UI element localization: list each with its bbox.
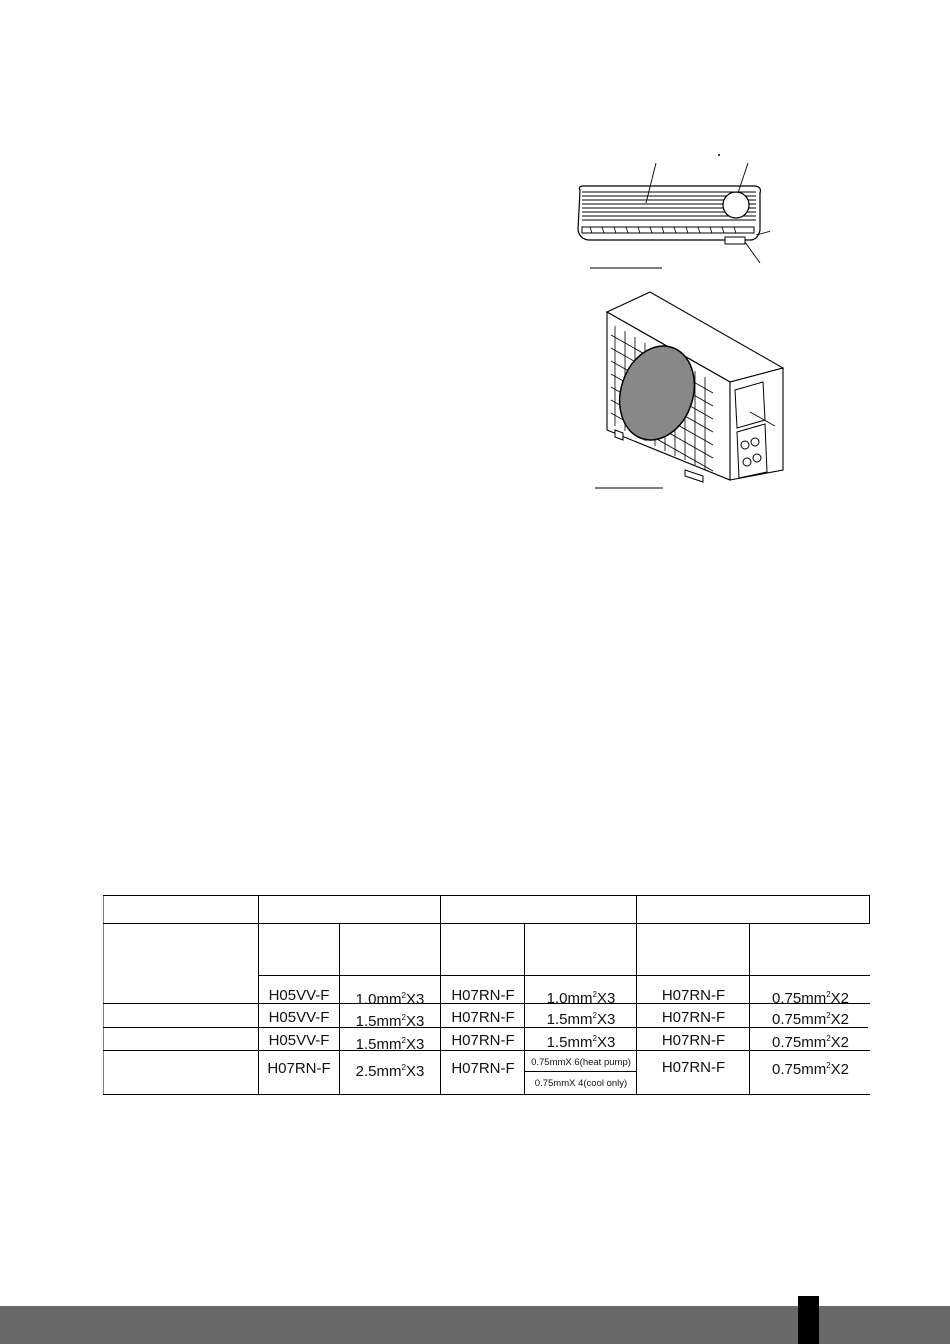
table-row-4-sig-size: $0.75mm^2X2$ xyxy=(772,1061,849,1078)
table-row-2-conn-type: H07RN-F xyxy=(451,1009,515,1026)
table-row-2-conn-size: $1.5mm^2X3$ xyxy=(546,1011,616,1028)
table-row-1-conn-type: H07RN-F xyxy=(451,987,515,1004)
table-row-4-conn-size-cool-only: 0.75mmX 4(cool only) xyxy=(534,1078,628,1089)
table-row-2-power-size: $1.5mm^2X3$ xyxy=(355,1013,425,1030)
table-row-2-sig-size: $0.75mm^2X2$ xyxy=(772,1011,849,1028)
table-row-2-power-type: H05VV-F xyxy=(268,1009,330,1026)
table-row-3-power-type: H05VV-F xyxy=(268,1032,330,1049)
table-row-4-sig-type: H07RN-F xyxy=(661,1059,726,1076)
table-row-4-conn-type: H07RN-F xyxy=(451,1060,515,1077)
table-row-1-sig-size: $0.75mm^2X2$ xyxy=(772,990,849,1007)
table-row-3-sig-size: $0.75mm^2X2$ xyxy=(772,1034,849,1051)
cable-spec-table xyxy=(103,895,870,1095)
table-row-1-power-size: $1.0mm^2X3$ xyxy=(355,991,425,1008)
page-tab-marker xyxy=(798,1296,819,1344)
table-row-1-power-type: H05VV-F xyxy=(268,987,330,1004)
table-row-1-conn-size: $1.0mm^2X3$ xyxy=(546,990,616,1007)
table-row-4-conn-size-heat-pump: 0.75mmX 6(heat pump) xyxy=(531,1057,631,1068)
table-row-4-power-size: $2.5mm^2X3$ xyxy=(355,1063,425,1080)
outdoor-unit-drawing xyxy=(585,290,785,495)
table-row-3-conn-type: H07RN-F xyxy=(451,1032,515,1049)
table-row-4-power-type: H07RN-F xyxy=(267,1060,331,1077)
table-row-1-sig-type: H07RN-F xyxy=(661,987,726,1004)
table-row-3-sig-type: H07RN-F xyxy=(661,1032,726,1049)
table-row-3-power-size: $1.5mm^2X3$ xyxy=(355,1036,425,1053)
table-row-3-conn-size: $1.5mm^2X3$ xyxy=(546,1034,616,1051)
indoor-unit-drawing xyxy=(570,145,770,275)
table-row-2-sig-type: H07RN-F xyxy=(661,1009,726,1026)
